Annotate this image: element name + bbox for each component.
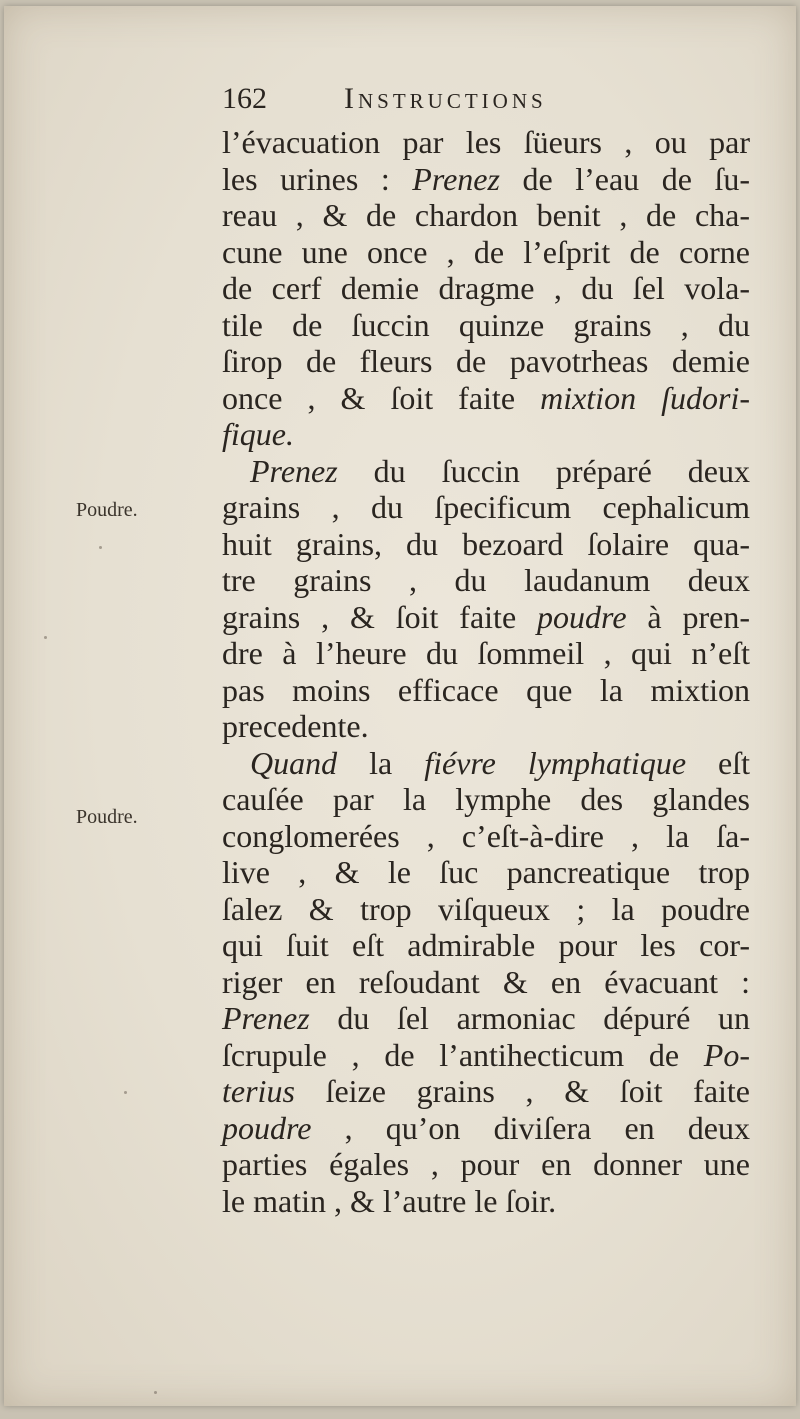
text-line-21: live , & le ſuc pancreatique trop: [222, 854, 750, 890]
text-line-18: Quand la fiévre lymphatique eſt: [250, 744, 751, 781]
text-line-9: fique.: [222, 416, 294, 452]
text-line-1: l’évacuation par les ſüeurs , ou par: [222, 124, 750, 160]
text-line-22: ſalez & trop viſqueux ; la poudre: [222, 890, 750, 927]
text-line-27: terius ſeize grains , & ſoit faite: [222, 1073, 750, 1109]
text-line-6: tile de ſuccin quinze grains , du: [222, 306, 750, 343]
margin-note-poudre-2: Poudre.: [76, 806, 138, 828]
margin-note-poudre-1: Poudre.: [76, 499, 138, 521]
paper-speck: [154, 1391, 157, 1394]
text-line-29: parties égales , pour en donner une: [222, 1146, 750, 1182]
text-line-5: de cerf demie dragme , du ſel vola-: [222, 270, 750, 306]
text-line-25: Prenez du ſel armoniac dépuré un: [222, 1000, 750, 1036]
paper-speck: [44, 636, 47, 639]
page-header: [222, 78, 662, 128]
text-line-2: les urines : Prenez de l’eau de ſu-: [222, 160, 751, 197]
text-line-16: pas moins efficace que la mixtion: [222, 671, 750, 708]
book-page: [4, 6, 796, 1406]
text-line-3: reau , & de chardon benit , de cha-: [222, 197, 750, 233]
text-line-26: ſcrupule , de l’antihecticum de Po-: [222, 1036, 750, 1073]
text-line-24: riger en reſoudant & en évacuant :: [222, 963, 750, 1000]
text-line-7: ſirop de fleurs de pavotrheas demie: [222, 343, 750, 379]
text-line-17: precedente.: [222, 708, 369, 744]
text-line-14: grains , & ſoit faite poudre à pren-: [222, 598, 751, 635]
page-number: 162: [222, 82, 267, 115]
text-line-28: poudre , qu’on diviſera en deux: [222, 1109, 750, 1146]
text-line-12: huit grains, du bezoard ſolaire qua-: [222, 525, 750, 562]
paper-speck: [99, 546, 102, 549]
text-line-4: cune une once , de l’eſprit de corne: [222, 233, 750, 270]
body-text: [222, 124, 750, 1219]
running-title: Instructions: [344, 82, 547, 115]
text-line-20: conglomerées , c’eſt-à-dire , la ſa-: [222, 817, 750, 854]
text-line-23: qui ſuit eſt admirable pour les cor-: [222, 927, 750, 963]
text-line-15: dre à l’heure du ſommeil , qui n’eſt: [222, 635, 750, 671]
paper-speck: [124, 1091, 127, 1094]
text-line-19: cauſée par la lymphe des glandes: [222, 781, 750, 817]
text-line-30: le matin , & l’autre le ſoir.: [222, 1182, 557, 1219]
text-line-10: Prenez du ſuccin préparé deux: [250, 452, 750, 489]
text-line-13: tre grains , du laudanum deux: [222, 562, 750, 598]
text-line-11: grains , du ſpecificum cephalicum: [222, 489, 750, 525]
text-line-8: once , & ſoit faite mixtion ſudori-: [222, 379, 751, 416]
